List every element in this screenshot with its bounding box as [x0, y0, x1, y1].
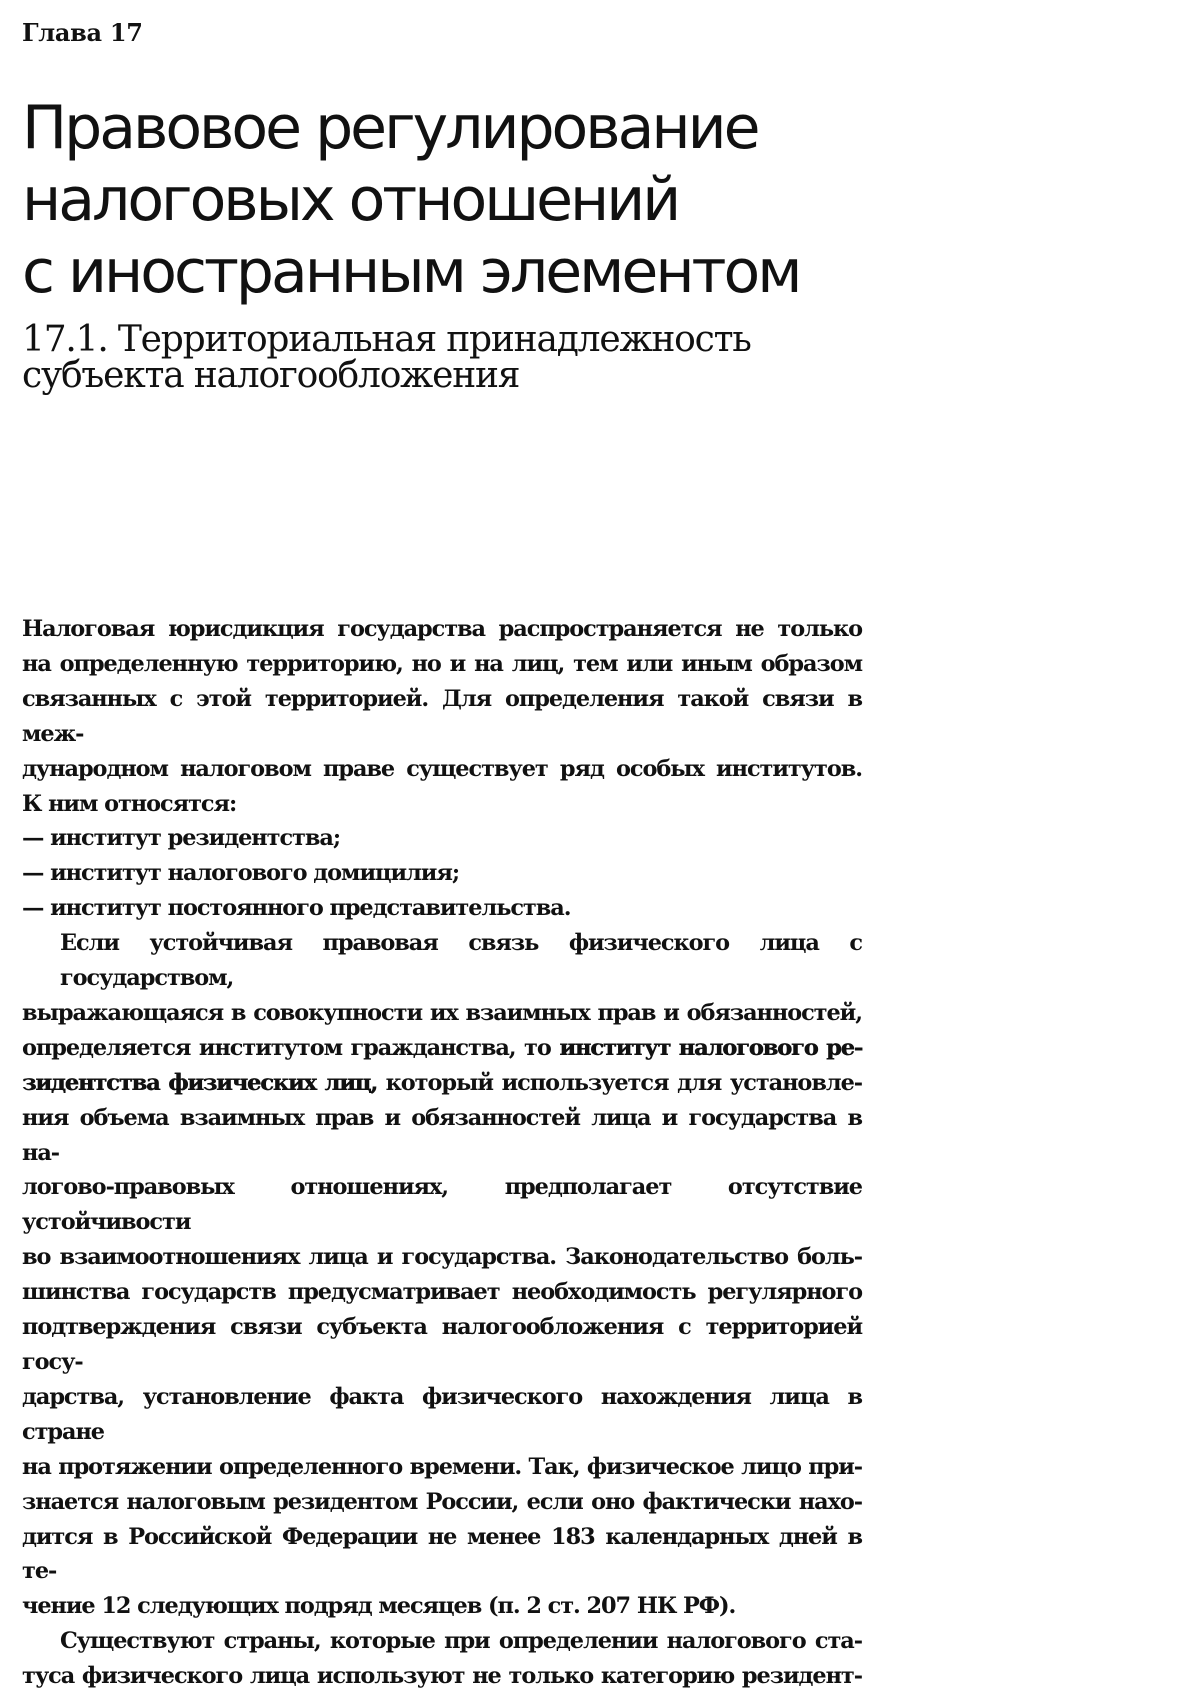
chapter-title-line: Правовое регулирование	[22, 93, 758, 163]
body-line: дится в Российской Федерации не менее 183 календарных дней в те-	[22, 1523, 862, 1585]
body-line: на протяжении определенного времени. Так, физическое лицо при-	[22, 1453, 862, 1480]
body-line: ния объема взаимных прав и обязанностей лица и государства в на-	[22, 1104, 862, 1166]
list-item: — институт налогового домицилия;	[22, 860, 460, 887]
chapter-title-line: с иностранным элементом	[22, 237, 800, 307]
body-line-with-emphasis	[22, 1031, 862, 1066]
body-line: дарства, установление факта физического нахождения лица в стране	[22, 1383, 862, 1445]
body-line: подтверждения связи субъекта налогообложения с территорией госу-	[22, 1314, 862, 1375]
body-line: выражающаяся в совокупности их взаимных прав и обязанностей,	[22, 999, 862, 1026]
body-line: туса физического лица используют не только категорию резидент-	[22, 1663, 862, 1690]
body-line-with-emphasis	[22, 1066, 862, 1101]
body-line: Налоговая юрисдикция государства распространяется не только	[22, 616, 862, 642]
body-text-segment: который используется для установле-	[385, 1069, 863, 1096]
emphasized-term: зидентства физических лиц,	[22, 1069, 377, 1096]
body-line: знается налоговым резидентом России, если оно фактически нахо-	[22, 1488, 862, 1515]
body-line: дународном налоговом праве существует ряд особых институтов.	[22, 755, 862, 782]
chapter-label: Глава 17	[22, 18, 143, 47]
section-title-line: 17.1. Территориальная принадлежность	[22, 319, 751, 360]
body-line: логово-правовых отношениях, предполагает отсутствие устойчивости	[22, 1174, 862, 1236]
list-item: — институт постоянного представительства.	[22, 895, 571, 922]
body-line: чение 12 следующих подряд месяцев (п. 2 ст. 207 НК РФ).	[22, 1593, 736, 1620]
body-line: К ним относятся:	[22, 790, 237, 817]
body-line: Если устойчивая правовая связь физического лица с государством,	[60, 930, 862, 991]
body-line: на определенную территорию, но и на лиц, тем или иным образом	[22, 650, 862, 677]
emphasized-term: институт налогового ре-	[559, 1034, 863, 1061]
section-title-line: субъекта налогообложения	[22, 355, 520, 396]
body-line: во взаимоотношениях лица и государства. Законодательство боль-	[22, 1244, 862, 1271]
body-line: Существуют страны, которые при определении налогового ста-	[60, 1628, 862, 1655]
body-line: связанных с этой территорией. Для определения такой связи в меж-	[22, 685, 862, 747]
chapter-title	[22, 92, 1172, 308]
body-text-segment: определяется институтом гражданства, то	[22, 1034, 551, 1061]
section-title	[22, 319, 1172, 396]
chapter-title-line: налоговых отношений	[22, 165, 679, 235]
list-item: — институт резидентства;	[22, 825, 341, 852]
body-text	[22, 612, 862, 1694]
body-line: шинства государств предусматривает необходимость регулярного	[22, 1279, 862, 1306]
